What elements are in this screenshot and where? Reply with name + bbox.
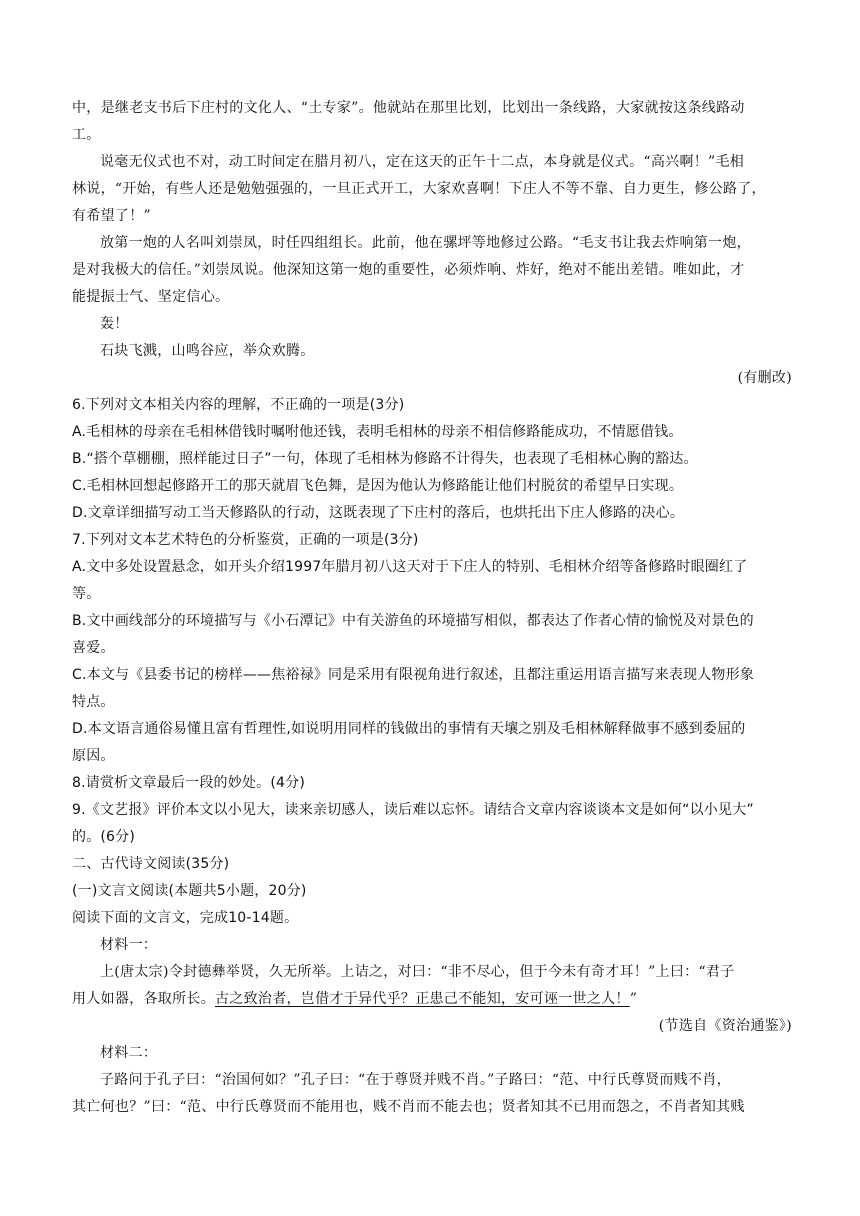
question-7-option-a-line-2: 等。 (72, 586, 101, 602)
question-8-stem: 8.请赏析文章最后一段的妙处。(4分) (72, 775, 305, 791)
section-2-instruction: 阅读下面的文言文，完成10-14题。 (72, 910, 299, 926)
question-7-option-c-line-2: 特点。 (72, 694, 115, 710)
question-6-option-c: C.毛相林回想起修路开工的那天就眉飞色舞，是因为他认为修路能让他们村脱贫的希望早日实现。 (72, 478, 684, 494)
story-paragraph-4: 轰！ (100, 316, 129, 332)
question-6-option-b: B.“搭个草棚棚，照样能过日子”一句，体现了毛相林为修路不计得失，也表现了毛相林心胸的豁达。 (72, 451, 698, 467)
question-9-stem-line-2: 的。(6分) (72, 829, 136, 845)
material-1-line-2 (72, 989, 792, 1009)
material-2-line-2: 其亡何也？”曰：“范、中行氏尊贤而不能用也，贱不肖而不能去也；贤者知其不已用而怨之，不肖者知其贱 (72, 1099, 745, 1115)
question-6-stem: 6.下列对文本相关内容的理解，不正确的一项是(3分) (72, 397, 405, 413)
question-7-option-d-line-2: 原因。 (72, 748, 115, 764)
story-paragraph-2-line-3: 有希望了！” (72, 208, 151, 224)
story-paragraph-5: 石块飞溅，山鸣谷应，举众欢腾。 (100, 343, 315, 359)
material-1-line-1: 上(唐太宗)令封德彝举贤，久无所举。上诘之，对曰：“非不尽心，但于今未有奇才耳！”上曰：“君子 (100, 964, 735, 980)
question-7-option-a-line-1: A.文中多处设置悬念，如开头介绍1997年腊月初八这天对于下庄人的特别、毛相林介绍等备修路时眼圈红了 (72, 559, 748, 575)
material-2-label: 材料二： (100, 1045, 158, 1061)
material-2-line-1: 子路问于孔子曰：“治国何如？”孔子曰：“在于尊贤并贱不肖。”子路曰：“范、中行氏尊贤而贱不肖， (100, 1072, 731, 1088)
material-1-text: 用人如器，各取所长。 (72, 991, 215, 1007)
material-1-underlined-sentence: 古之致治者，岂借才于异代乎？正患己不能知，安可诬一世之人！ (215, 991, 630, 1007)
section-2-subheading: (一)文言文阅读(本题共5小题，20分) (72, 883, 307, 899)
material-1-closing-quote: ” (629, 991, 638, 1007)
story-paragraph-1-line-1: 中，是继老支书后下庄村的文化人、“土专家”。他就站在那里比划，比划出一条线路，大家就按这条线路动 (72, 100, 745, 116)
story-note: (有删改) (737, 370, 792, 386)
question-7-option-c-line-1: C.本文与《县委书记的榜样——焦裕禄》同是采用有限视角进行叙述，且都注重运用语言描写来表现人物形象 (72, 667, 755, 683)
question-7-option-b-line-1: B.文中画线部分的环境描写与《小石潭记》中有关游鱼的环境描写相似，都表达了作者心情的愉悦及对景色的 (72, 613, 754, 629)
section-2-heading: 二、古代诗文阅读(35分) (72, 856, 230, 872)
question-6-option-a: A.毛相林的母亲在毛相林借钱时嘱咐他还钱，表明毛相林的母亲不相信修路能成功，不情愿借钱。 (72, 424, 683, 440)
story-paragraph-3-line-3: 能提振士气、坚定信心。 (72, 289, 230, 305)
question-6-option-d: D.文章详细描写动工当天修路队的行动，这既表现了下庄村的落后，也烘托出下庄人修路的决心。 (72, 505, 685, 521)
question-9-stem-line-1: 9.《文艺报》评价本文以小见大，读来亲切感人，读后难以忘怀。请结合文章内容谈谈本文是如何“以小见大” (72, 802, 754, 818)
story-paragraph-2-line-1: 说毫无仪式也不对，动工时间定在腊月初八，定在这天的正午十二点，本身就是仪式。“高兴啊！”毛相 (100, 154, 745, 170)
question-7-option-d-line-1: D.本文语言通俗易懂且富有哲理性,如说明用同样的钱做出的事情有天壤之别及毛相林解释做事不感到委屈的 (72, 721, 746, 737)
material-1-source: (节选自《资治通鉴》) (658, 1018, 792, 1034)
question-7-stem: 7.下列对文本艺术特色的分析鉴赏，正确的一项是(3分) (72, 532, 419, 548)
story-paragraph-1-line-2: 工。 (72, 127, 101, 143)
story-paragraph-3-line-2: 是对我极大的信任。”刘崇凤说。他深知这第一炮的重要性，必须炸响、炸好，绝对不能出差错。唯如此，才 (72, 262, 745, 278)
story-paragraph-3-line-1: 放第一炮的人名叫刘崇凤，时任四组组长。此前，他在骡坪等地修过公路。“毛支书让我去炸响第一炮， (100, 235, 751, 251)
material-1-label: 材料一： (100, 937, 158, 953)
story-paragraph-2-line-2: 林说，“开始，有些人还是勉勉强强的，一旦正式开工，大家欢喜啊！下庄人不等不靠、自力更生，修公路了， (72, 181, 766, 197)
question-7-option-b-line-2: 喜爱。 (72, 640, 115, 656)
